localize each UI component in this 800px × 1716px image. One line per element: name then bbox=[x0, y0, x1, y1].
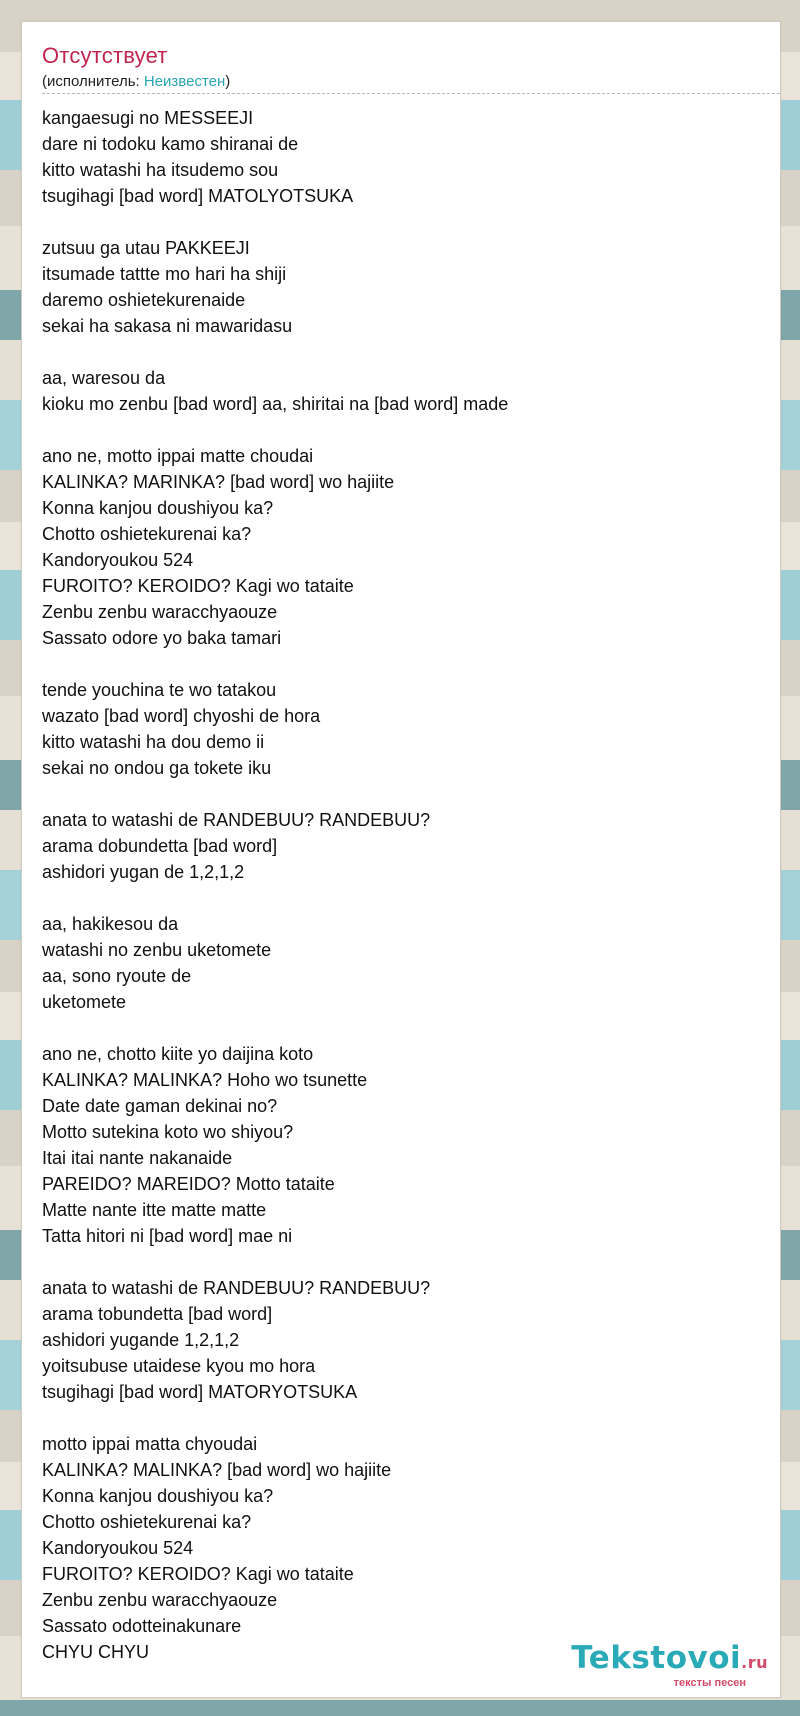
logo-tld: .ru bbox=[741, 1653, 768, 1672]
title-divider bbox=[42, 93, 780, 94]
logo-name: Tekstovoi bbox=[571, 1640, 742, 1676]
song-title: Отсутствует bbox=[42, 43, 168, 68]
artist-prefix: (исполнитель: bbox=[42, 73, 144, 90]
artist-link[interactable]: Неизвестен bbox=[143, 73, 226, 90]
artist-suffix: ) bbox=[225, 73, 231, 90]
artist-line bbox=[42, 73, 230, 90]
site-logo[interactable] bbox=[571, 1642, 768, 1689]
lyrics-page bbox=[21, 21, 781, 1698]
logo-tagline: тексты песен bbox=[673, 1677, 746, 1689]
logo-wordmark bbox=[571, 1642, 768, 1679]
lyrics-text: kangaesugi no MESSEEJI dare ni todoku kamo shiranai de kitto watashi ha itsudemo sou tsugihagi [bad word] MATOLYOTSUKA zutsuu ga utau PAKKEEJI itsumade tattte mo hari ha shiji daremo oshietekurenaide sekai ha sakasa ni mawaridasu aa, waresou da kioku mo zenbu [bad word] aa, shiritai na [bad word] made ano ne, motto ippai matte choudai KALINKA? MARINKA? [bad word] wo hajiite Konna kanjou doushiyou ka? Chotto oshietekurenai ka? Kandoryoukou 524 FUROITO? KEROIDO? Kagi wo tataite Zenbu zenbu waracchyaouze Sassato odore yo baka tamari tende youchina te wo tatakou wazato [bad word] chyoshi de hora kitto watashi ha dou demo ii sekai no ondou ga tokete iku anata to watashi de RANDEBUU? RANDEBUU? arama dobundetta [bad word] ashidori yugan de 1,2,1,2 aa, hakikesou da watashi no zenbu uketomete aa, sono ryoute de uketomete ano ne, chotto kiite yo daijina koto KALINKA? MALINKA? Hoho wo tsunette Date date gaman dekinai no? Motto sutekina koto wo shiyou? Itai itai nante nakanaide PAREIDO? MAREIDO? Motto tataite Matte nante itte matte matte Tatta hitori ni [bad word] mae ni anata to watashi de RANDEBUU? RANDEBUU? arama tobundetta [bad word] ashidori yugande 1,2,1,2 yoitsubuse utaidese kyou mo hora tsugihagi [bad word] MATORYOTSUKA motto ippai matta chyoudai KALINKA? MALINKA? [bad word] wo hajiite Konna kanjou doushiyou ka? Chotto oshietekurenai ka? Kandoryoukou 524 FUROITO? KEROIDO? Kagi wo tataite Zenbu zenbu waracchyaouze Sassato odotteinakunare CHYU CHYU bbox=[42, 108, 509, 1662]
